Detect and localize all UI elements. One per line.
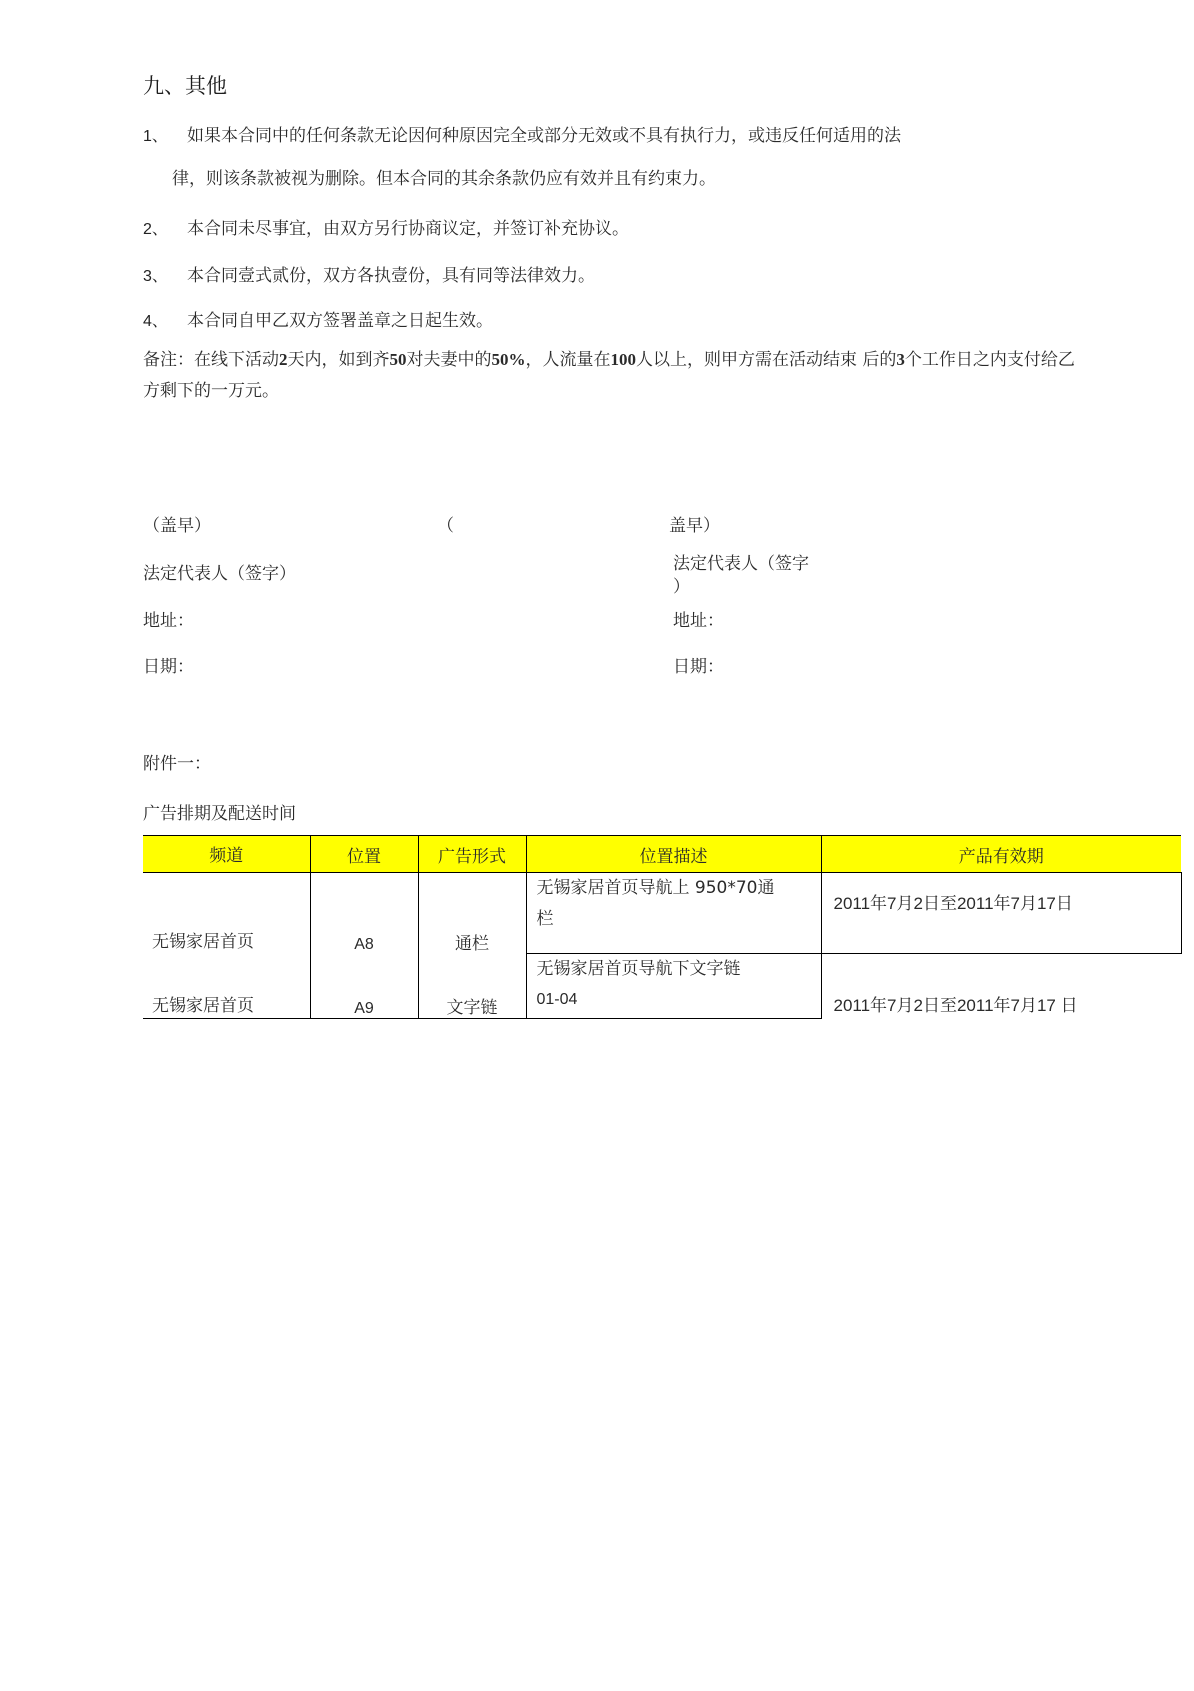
note xyxy=(143,345,1075,370)
cell-position: A9 xyxy=(310,954,418,1019)
description-line: 栏 xyxy=(536,909,554,929)
note-text: 人以上，则甲方需在活动结束 后的 xyxy=(636,350,897,370)
header-position-description: 位置描述 xyxy=(526,836,821,873)
description-line: 无锡家居首页导航下文字链 xyxy=(536,959,741,979)
left-seal-label: （盖早） xyxy=(143,516,211,536)
middle-paren: （ xyxy=(437,516,454,536)
clause-text: 本合同壹式贰份，双方各执壹份，具有同等法律效力。 xyxy=(187,266,595,286)
left-address-label: 地址： xyxy=(143,611,194,631)
cell-validity-period: 2011年7月2日至2011年7月17 日 xyxy=(821,954,1181,1019)
header-validity-period: 产品有效期 xyxy=(821,836,1181,873)
right-legal-representative-close: ） xyxy=(673,577,690,597)
right-date-label: 日期： xyxy=(673,657,724,677)
clause-number: 1、 xyxy=(143,128,168,145)
cell-position-description xyxy=(526,954,821,1019)
clause-number: 4、 xyxy=(143,313,168,330)
note-value: 3 xyxy=(896,350,905,369)
note-continued: 方剩下的一万元。 xyxy=(143,381,279,401)
cell-position: A8 xyxy=(310,873,418,954)
note-text: 对夫妻中的 xyxy=(406,350,492,370)
header-ad-format: 广告形式 xyxy=(418,836,526,873)
cell-position-description xyxy=(526,873,821,954)
note-text: ，人流量在 xyxy=(525,350,611,370)
right-legal-representative: 法定代表人（签字 xyxy=(673,554,809,574)
left-date-label: 日期： xyxy=(143,657,194,677)
note-text: 个工作日之内支付给乙 xyxy=(904,350,1075,370)
note-label: 备注：在线下活动 xyxy=(143,350,279,370)
table-header-row xyxy=(143,836,1181,873)
cell-channel: 无锡家居首页 xyxy=(152,931,254,952)
clause-number: 2、 xyxy=(143,221,168,238)
right-address-label: 地址： xyxy=(673,611,724,631)
cell-validity-period: 2011年7月2日至2011年7月17日 xyxy=(821,873,1181,954)
table-row xyxy=(143,954,1181,1019)
clause-number: 3、 xyxy=(143,268,168,285)
clause-text: 本合同未尽事宜，由双方另行协商议定，并签订补充协议。 xyxy=(187,219,629,239)
note-value: 2 xyxy=(279,350,288,369)
attachment-subtitle: 广告排期及配送时间 xyxy=(143,804,296,824)
cell-ad-format: 文字链 xyxy=(418,954,526,1019)
header-position: 位置 xyxy=(310,836,418,873)
clause-text: 本合同自甲乙双方签署盖章之日起生效。 xyxy=(187,311,493,331)
right-seal-label: 盖早） xyxy=(669,516,720,536)
note-value: 100 xyxy=(610,350,636,369)
description-line: 无锡家居首页导航上 950*70通 xyxy=(536,878,775,898)
note-value: 50% xyxy=(491,350,526,369)
ad-schedule-table xyxy=(143,835,1182,1019)
clause-text-continued: 律，则该条款被视为删除。但本合同的其余条款仍应有效并且有约束力。 xyxy=(172,169,716,189)
table-row xyxy=(143,873,1181,954)
description-line: 01-04 xyxy=(536,991,578,1008)
clause-text: 如果本合同中的任何条款无论因何种原因完全或部分无效或不具有执行力，或违反任何适用的法 xyxy=(187,126,901,146)
left-legal-representative: 法定代表人（签字） xyxy=(143,564,296,584)
header-channel: 频道 xyxy=(143,836,310,873)
section-title: 九、其他 xyxy=(143,74,227,98)
note-value: 50 xyxy=(389,350,407,369)
cell-ad-format: 通栏 xyxy=(418,873,526,954)
attachment-title: 附件一： xyxy=(143,754,211,774)
note-text: 天内，如到齐 xyxy=(287,350,390,370)
cell-channel: 无锡家居首页 xyxy=(143,954,310,1019)
